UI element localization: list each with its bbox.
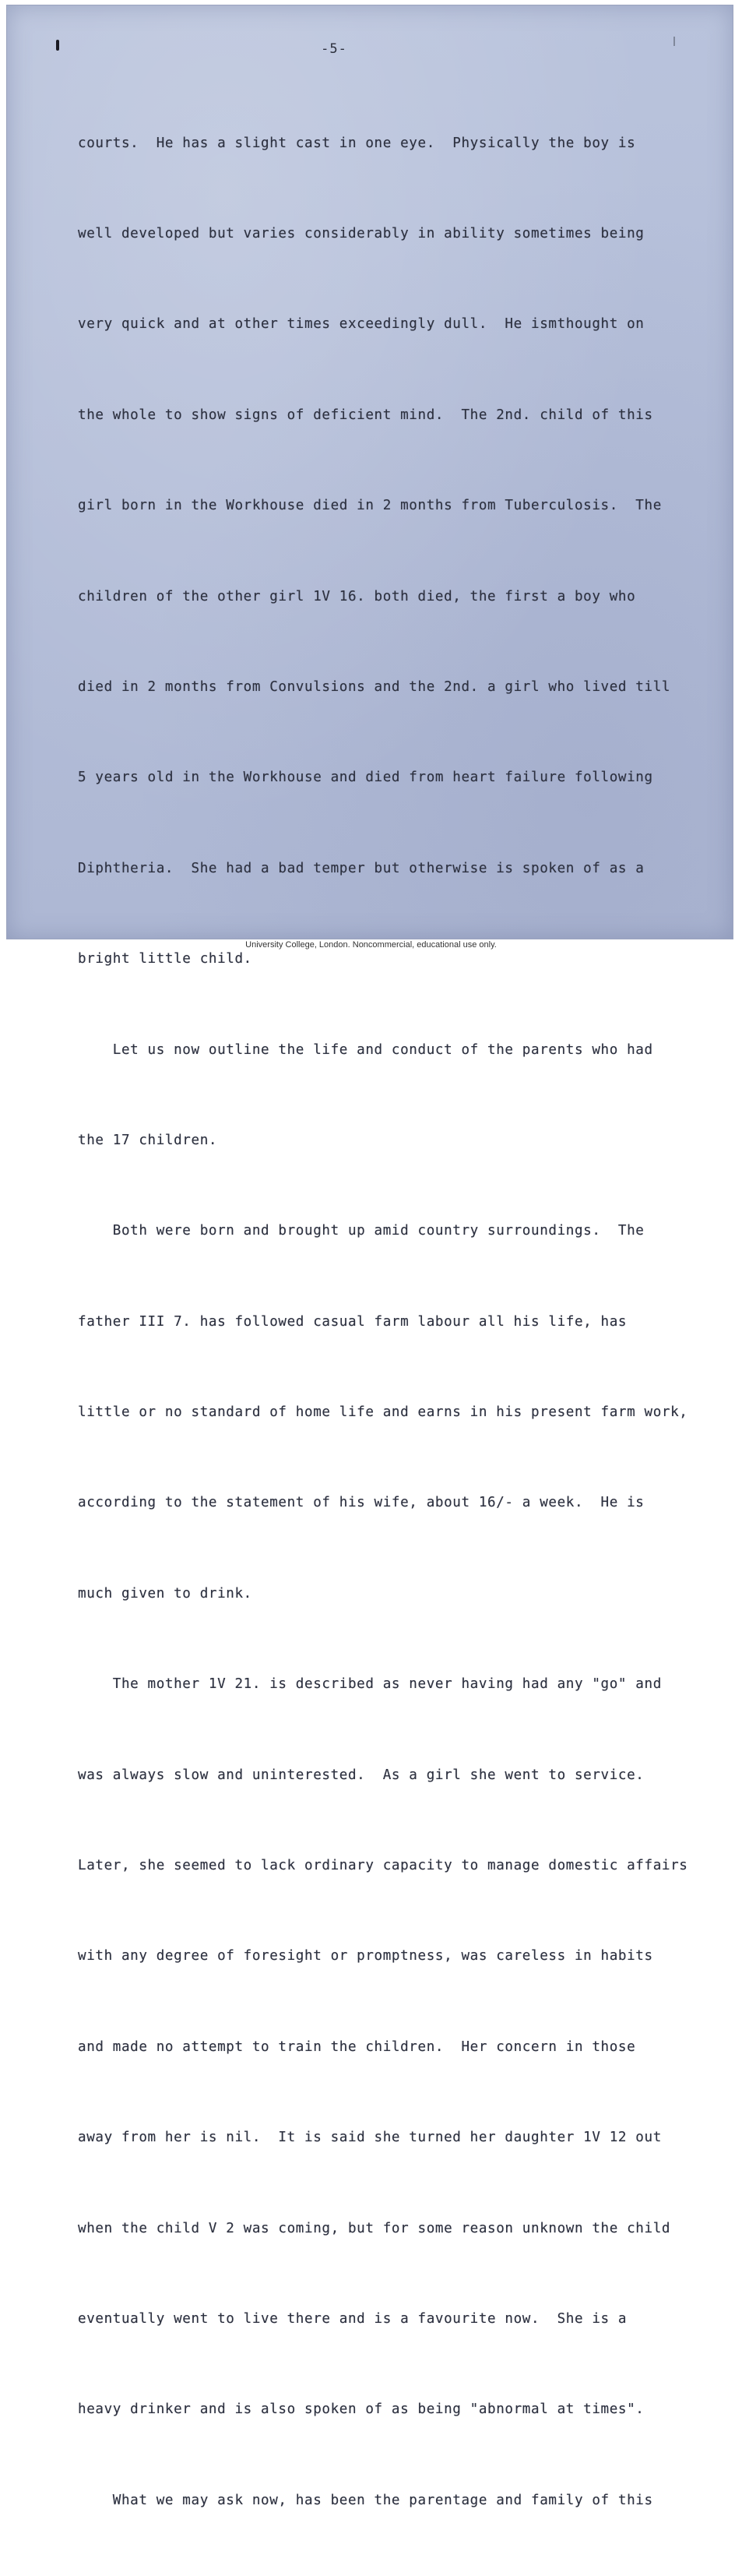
text-line: children of the other girl 1V 16. both died, the first a boy who [78, 588, 636, 604]
text-line: eventually went to live there and is a favourite now. She is a [78, 2310, 628, 2327]
text-line: was always slow and uninterested. As a girl she went to service. [78, 1767, 645, 1783]
text-line: Let us now outline the life and conduct of the parents who had [78, 1041, 653, 1058]
body-text [78, 68, 724, 2576]
archive-credit: University College, London. Noncommercial, educational use only. [245, 940, 497, 950]
text-line: Both were born and brought up amid country surroundings. The [78, 1223, 645, 1239]
text-line: Later, she seemed to lack ordinary capacity to manage domestic affairs [78, 1858, 688, 1874]
text-line: the 17 children. [78, 1132, 218, 1148]
text-line: the whole to show signs of deficient mind. The 2nd. child of this [78, 407, 653, 423]
text-line: with any degree of foresight or promptness, was careless in habits [78, 1948, 653, 1965]
text-line: very quick and at other times exceedingly dull. He ismthought on [78, 316, 645, 333]
text-line: Diphtheria. She had a bad temper but otherwise is spoken of as a [78, 860, 645, 876]
text-line: died in 2 months from Convulsions and the 2nd. a girl who lived till [78, 678, 671, 695]
text-line: away from her is nil. It is said she turned her daughter 1V 12 out [78, 2130, 662, 2146]
text-line: courts. He has a slight cast in one eye. Physically the boy is [78, 135, 636, 151]
text-line: 5 years old in the Workhouse and died from heart failure following [78, 770, 653, 786]
page-number: -5- [321, 41, 347, 57]
text-line: and made no attempt to train the children. Her concern in those [78, 2039, 636, 2055]
paper-blemish [673, 37, 675, 46]
text-line: father III 7. has followed casual farm labour all his life, has [78, 1313, 628, 1330]
text-line: The mother 1V 21. is described as never having had any "go" and [78, 1676, 662, 1693]
text-line: little or no standard of home life and earns in his present farm work, [78, 1404, 688, 1421]
text-line: well developed but varies considerably in ability sometimes being [78, 225, 645, 241]
text-line: bright little child. [78, 951, 252, 967]
text-line: heavy drinker and is also spoken of as being "abnormal at times". [78, 2402, 645, 2418]
text-line: girl born in the Workhouse died in 2 months from Tuberculosis. The [78, 498, 662, 514]
text-line: when the child V 2 was coming, but for some reason unknown the child [78, 2220, 671, 2236]
text-line: according to the statement of his wife, about 16/- a week. He is [78, 1495, 645, 1511]
text-line: much given to drink. [78, 1585, 252, 1602]
text-line: What we may ask now, has been the parentage and family of this [78, 2492, 653, 2508]
